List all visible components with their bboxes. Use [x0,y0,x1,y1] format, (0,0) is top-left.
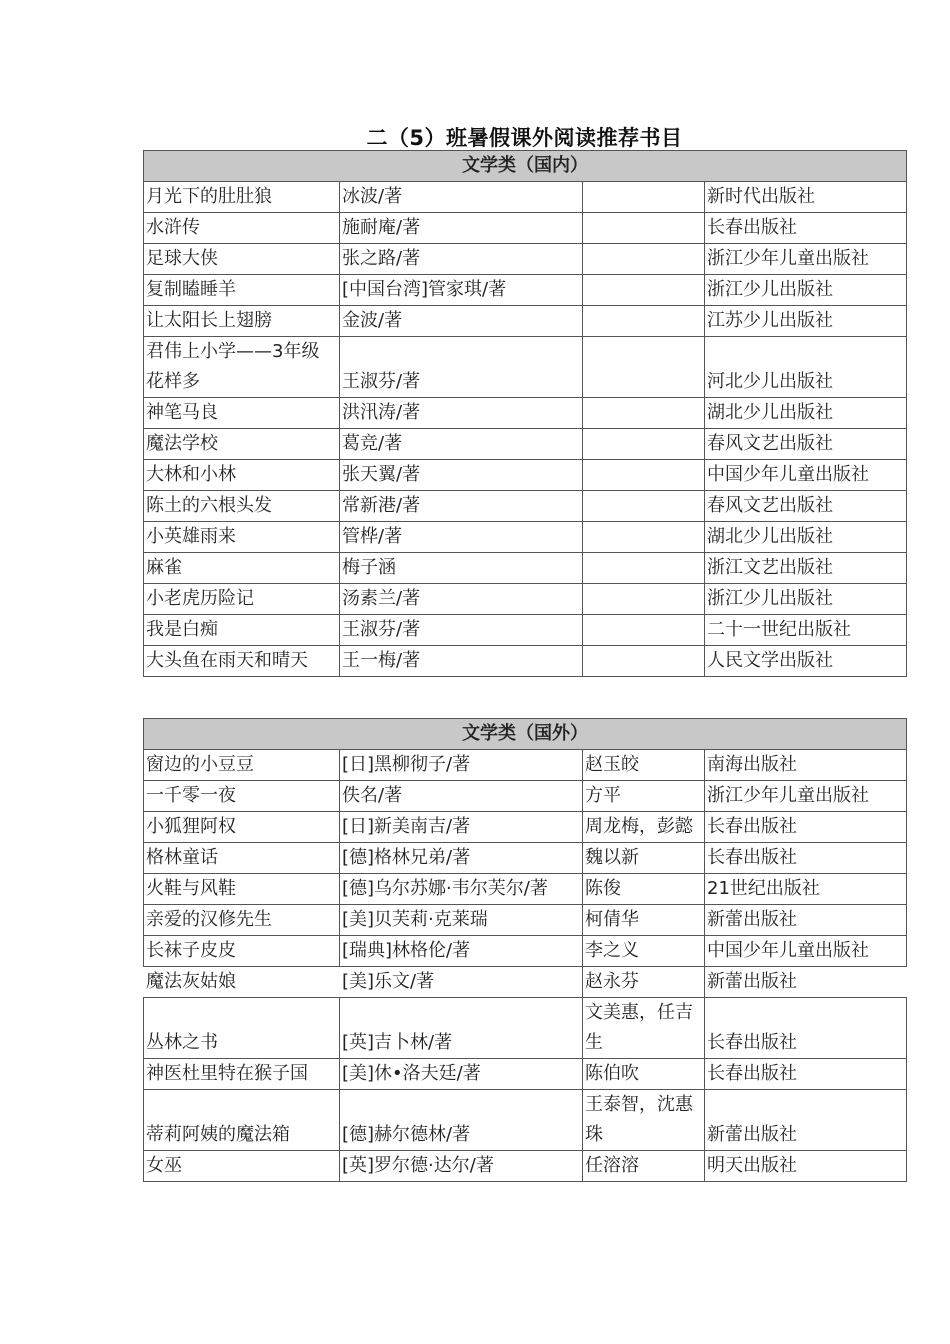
cell-author: 王淑芬/著 [340,615,583,646]
cell-author: [英]罗尔德·达尔/著 [340,1151,583,1182]
cell-author: [美]贝芙莉·克莱瑞 [340,905,583,936]
cell-translator [583,244,705,275]
cell-author: 冰波/著 [340,182,583,213]
cell-translator: 魏以新 [583,843,705,874]
cell-author: [美]休•洛夫廷/著 [340,1059,583,1090]
cell-publisher: 新蕾出版社 [705,1090,907,1151]
cell-book: 小老虎历险记 [144,584,340,615]
cell-author: 王淑芬/著 [340,337,583,398]
cell-book: 小英雄雨来 [144,522,340,553]
table-row [144,812,907,843]
cell-publisher: 春风文艺出版社 [705,491,907,522]
cell-book: 长袜子皮皮 [144,936,340,967]
cell-book: 水浒传 [144,213,340,244]
cell-publisher: 河北少儿出版社 [705,337,907,398]
cell-author: [中国台湾]管家琪/著 [340,275,583,306]
cell-publisher: 新蕾出版社 [705,967,907,998]
cell-author: 汤素兰/著 [340,584,583,615]
cell-translator: 赵玉皎 [583,750,705,781]
cell-author: [美]乐文/著 [340,967,583,998]
table-row [144,615,907,646]
cell-publisher: 湖北少儿出版社 [705,398,907,429]
cell-publisher: 二十一世纪出版社 [705,615,907,646]
cell-translator: 王泰智，沈惠珠 [583,1090,705,1151]
cell-publisher: 长春出版社 [705,843,907,874]
cell-translator: 周龙梅，彭懿 [583,812,705,843]
cell-translator [583,553,705,584]
cell-publisher: 长春出版社 [705,213,907,244]
section-header-row [144,719,907,750]
cell-author: [英]吉卜林/著 [340,998,583,1059]
table-row [144,491,907,522]
section-heading: 文学类（国内） [144,151,907,182]
cell-book: 让太阳长上翅膀 [144,306,340,337]
cell-translator [583,522,705,553]
table-row [144,646,907,677]
cell-translator: 李之义 [583,936,705,967]
cell-author: 管桦/著 [340,522,583,553]
cell-author: [德]格林兄弟/著 [340,843,583,874]
table-row [144,429,907,460]
cell-author: [德]赫尔德林/著 [340,1090,583,1151]
cell-publisher: 中国少年儿童出版社 [705,460,907,491]
cell-translator [583,182,705,213]
cell-translator: 方平 [583,781,705,812]
cell-translator: 任溶溶 [583,1151,705,1182]
cell-publisher: 明天出版社 [705,1151,907,1182]
table-row [144,584,907,615]
cell-book: 足球大侠 [144,244,340,275]
table-row [144,182,907,213]
cell-translator [583,213,705,244]
section-header-row [144,151,907,182]
cell-book: 格林童话 [144,843,340,874]
cell-book: 魔法学校 [144,429,340,460]
table-row [144,275,907,306]
cell-book: 蒂莉阿姨的魔法箱 [144,1090,340,1151]
table-row [144,750,907,781]
cell-translator [583,460,705,491]
cell-translator [583,429,705,460]
cell-book: 一千零一夜 [144,781,340,812]
cell-translator: 赵永芬 [583,967,705,998]
cell-author: 王一梅/著 [340,646,583,677]
cell-translator [583,584,705,615]
cell-translator [583,491,705,522]
table-row [144,337,907,398]
cell-publisher: 长春出版社 [705,1059,907,1090]
cell-book: 陈土的六根头发 [144,491,340,522]
table-row [144,460,907,491]
cell-author: [德]乌尔苏娜·韦尔芙尔/著 [340,874,583,905]
cell-translator [583,337,705,398]
cell-publisher: 春风文艺出版社 [705,429,907,460]
cell-author: 葛竞/著 [340,429,583,460]
cell-publisher: 浙江文艺出版社 [705,553,907,584]
cell-book: 窗边的小豆豆 [144,750,340,781]
table-row [144,553,907,584]
cell-author: 金波/著 [340,306,583,337]
cell-book: 君伟上小学——3年级花样多 [144,337,340,398]
cell-author: 张天翼/著 [340,460,583,491]
table-row [144,905,907,936]
cell-translator: 文美惠，任吉生 [583,998,705,1059]
cell-book: 麻雀 [144,553,340,584]
cell-author: 梅子涵 [340,553,583,584]
cell-author: [瑞典]林格伦/著 [340,936,583,967]
cell-publisher: 长春出版社 [705,812,907,843]
cell-author: 洪汛涛/著 [340,398,583,429]
cell-book: 小狐狸阿权 [144,812,340,843]
table-row [144,843,907,874]
domestic-literature-table [143,150,907,677]
cell-book: 大头鱼在雨天和晴天 [144,646,340,677]
cell-book: 丛林之书 [144,998,340,1059]
cell-book: 神笔马良 [144,398,340,429]
cell-translator: 陈伯吹 [583,1059,705,1090]
cell-author: 佚名/著 [340,781,583,812]
cell-publisher: 21世纪出版社 [705,874,907,905]
table-row [144,1059,907,1090]
cell-book: 火鞋与风鞋 [144,874,340,905]
cell-author: 张之路/著 [340,244,583,275]
table-row [144,398,907,429]
cell-publisher: 浙江少年儿童出版社 [705,244,907,275]
table-row [144,244,907,275]
cell-book: 我是白痴 [144,615,340,646]
table-row [144,213,907,244]
section-heading: 文学类（国外） [144,719,907,750]
cell-publisher: 江苏少儿出版社 [705,306,907,337]
cell-publisher: 新时代出版社 [705,182,907,213]
cell-publisher: 中国少年儿童出版社 [705,936,907,967]
cell-translator: 陈俊 [583,874,705,905]
foreign-literature-table [143,718,907,1182]
cell-publisher: 长春出版社 [705,998,907,1059]
cell-translator: 柯倩华 [583,905,705,936]
cell-publisher: 新蕾出版社 [705,905,907,936]
cell-translator [583,615,705,646]
cell-translator [583,306,705,337]
cell-author: [日]新美南吉/著 [340,812,583,843]
table-row [144,1090,907,1151]
table-row [144,936,907,967]
cell-author: [日]黑柳彻子/著 [340,750,583,781]
cell-author: 常新港/著 [340,491,583,522]
cell-publisher: 南海出版社 [705,750,907,781]
cell-book: 亲爱的汉修先生 [144,905,340,936]
cell-book: 大林和小林 [144,460,340,491]
cell-translator [583,398,705,429]
cell-book: 月光下的肚肚狼 [144,182,340,213]
cell-translator [583,646,705,677]
cell-publisher: 浙江少儿出版社 [705,275,907,306]
table-row [144,522,907,553]
cell-translator [583,275,705,306]
cell-publisher: 人民文学出版社 [705,646,907,677]
cell-publisher: 浙江少年儿童出版社 [705,781,907,812]
table-row [144,998,907,1059]
table-row [144,967,907,998]
cell-book: 复制瞌睡羊 [144,275,340,306]
document-title: 二（5）班暑假课外阅读推荐书目 [366,126,683,150]
table-row [144,1151,907,1182]
cell-book: 神医杜里特在猴子国 [144,1059,340,1090]
cell-publisher: 湖北少儿出版社 [705,522,907,553]
table-row [144,306,907,337]
cell-book: 魔法灰姑娘 [144,967,340,998]
table-row [144,781,907,812]
table-row [144,874,907,905]
cell-author: 施耐庵/著 [340,213,583,244]
cell-publisher: 浙江少儿出版社 [705,584,907,615]
cell-book: 女巫 [144,1151,340,1182]
